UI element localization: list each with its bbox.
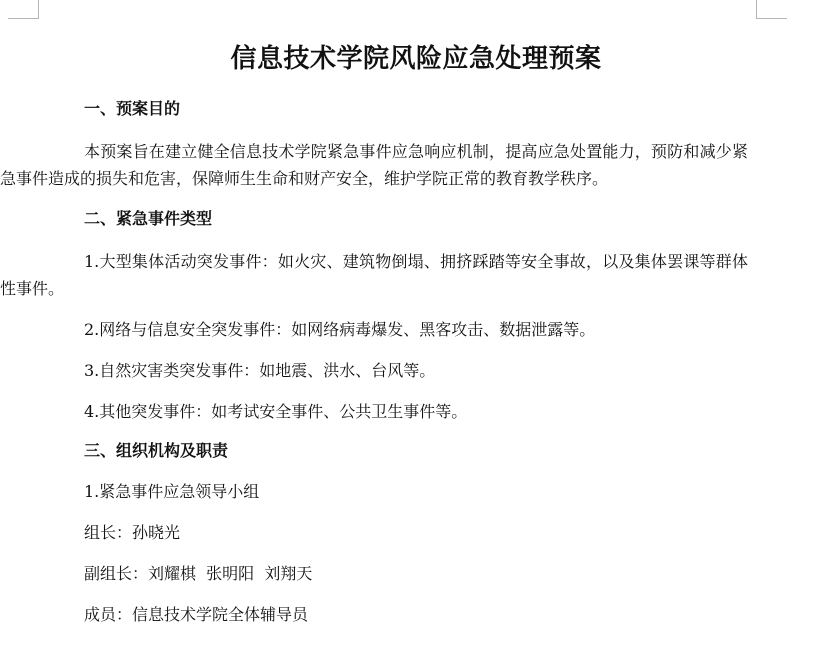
crop-mark-top-left bbox=[8, 0, 39, 19]
organization-item-members: 成员：信息技术学院全体辅导员 bbox=[84, 605, 309, 624]
crop-mark-top-right bbox=[756, 0, 787, 19]
organization-item-leader: 组长：孙晓光 bbox=[84, 523, 181, 542]
section-heading-event-types: 二、紧急事件类型 bbox=[84, 209, 213, 228]
event-type-item-3: 3.自然灾害类突发事件：如地震、洪水、台风等。 bbox=[84, 361, 436, 380]
document-title: 信息技术学院风险应急处理预案 bbox=[230, 44, 602, 74]
organization-item-leading-group: 1.紧急事件应急领导小组 bbox=[84, 482, 260, 501]
section-heading-purpose: 一、预案目的 bbox=[84, 99, 181, 118]
event-type-item-1: 1.大型集体活动突发事件：如火灾、建筑物倒塌、拥挤踩踏等安全事故，以及集体罢课等群体性事件。 bbox=[0, 252, 748, 298]
event-type-item-2: 2.网络与信息安全突发事件：如网络病毒爆发、黑客攻击、数据泄露等。 bbox=[84, 320, 596, 339]
section-heading-organization: 三、组织机构及职责 bbox=[84, 441, 229, 460]
event-type-item-4: 4.其他突发事件：如考试安全事件、公共卫生事件等。 bbox=[84, 402, 468, 421]
section-purpose-paragraph: 本预案旨在建立健全信息技术学院紧急事件应急响应机制，提高应急处置能力，预防和减少紧急事件造成的损失和危害，保障师生生命和财产安全，维护学院正常的教育教学秩序。 bbox=[0, 142, 748, 188]
document-body bbox=[0, 36, 748, 628]
organization-item-deputy-leaders: 副组长：刘耀棋 张明阳 刘翔天 bbox=[84, 564, 313, 583]
